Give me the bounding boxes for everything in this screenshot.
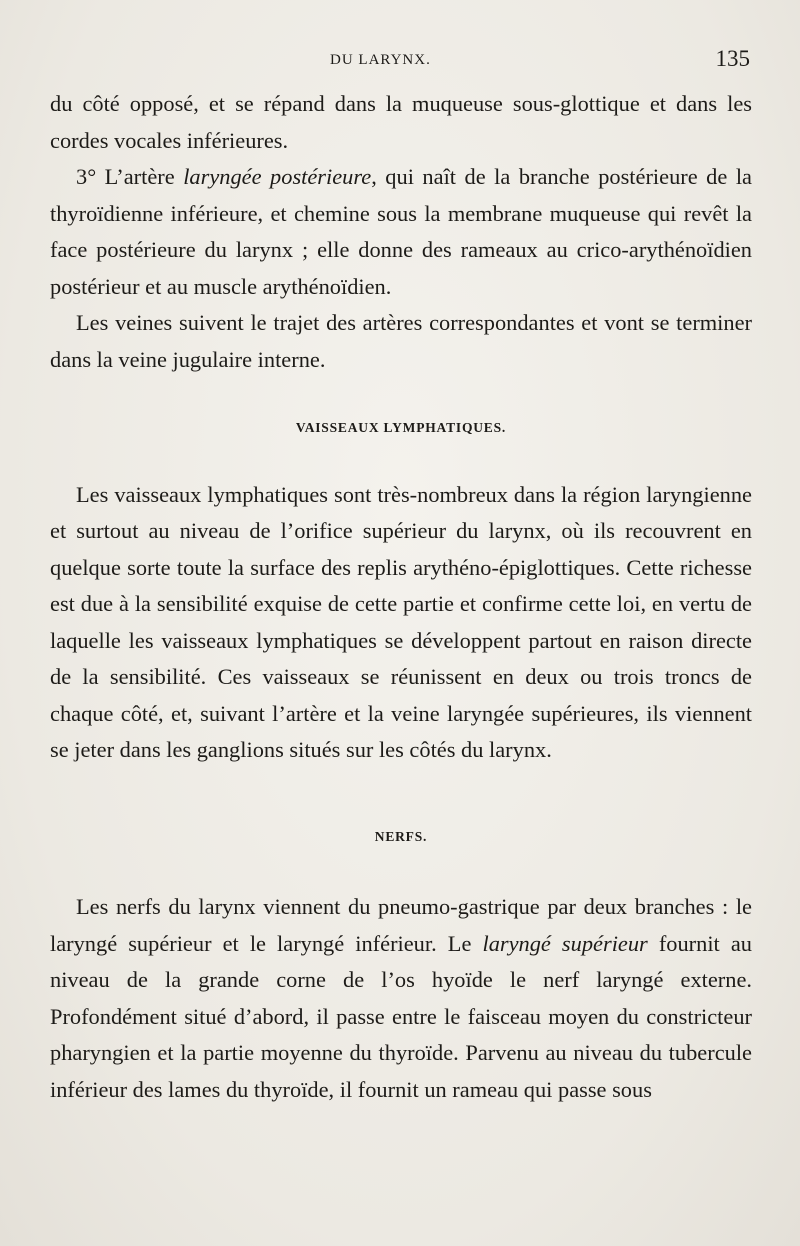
body-text	[50, 86, 752, 1108]
paragraph-nerves	[50, 889, 752, 1108]
paragraph-lymphatics: Les vaisseaux lymphatiques sont très-nombreux dans la région laryngienne et surtout au niveau de l’orifice supérieur du larynx, où ils recouvrent en quelque sorte toute la surface des replis arythéno-épiglottiques. Cette richesse est due à la sensibilité exquise de cette partie et confirme cette loi, en vertu de laquelle les vaisseaux lymphatiques se développent partout en raison directe de la sensibilité. Ces vaisseaux se réunissent en deux ou trois troncs de chaque côté, et, suivant l’artère et la veine laryngée supérieures, ils viennent se jeter dans les ganglions situés sur les côtés du larynx.	[50, 481, 752, 762]
paragraph-text: Les nerfs du larynx viennent du pneumo-gastrique par deux branches : le laryngé supérieur et le laryngé inférieur. Le	[50, 894, 752, 956]
paragraph-text: , qui naît de la branche postérieure de la thyroïdienne inférieure, et chemine sous la membrane muqueuse qui revêt la face postérieure du larynx ; elle donne des rameaux au crico-arythénoïdien postérieur et au muscle arythénoïdien.	[50, 164, 752, 299]
page-number: 135	[715, 46, 750, 71]
paragraph-continuation: du côté opposé, et se répand dans la muqueuse sous-glottique et dans les cordes vocales inférieures.	[50, 91, 752, 153]
section-heading-nerves: NERFS.	[374, 828, 428, 844]
paragraph-veins: Les veines suivent le trajet des artères correspondantes et vont se terminer dans la veine jugulaire interne.	[50, 310, 752, 372]
italic-term: laryngé supérieur	[482, 930, 648, 956]
paragraph-posterior-artery	[50, 159, 752, 305]
italic-term: laryngée postérieure	[183, 164, 372, 189]
running-title: DU LARYNX.	[330, 52, 431, 68]
paragraph-text: 3° L’artère	[76, 164, 184, 189]
paragraph-text: fournit au niveau de la grande corne de l’os hyoïde le nerf laryngé externe. Profondément situé d’abord, il passe entre le faisceau moyen du constricteur pharyngien et la partie moyenne du thyroïde. Parvenu au niveau du tubercule inférieur des lames du thyroïde, il fournit un rameau qui passe sous	[50, 930, 752, 1102]
running-header	[0, 48, 800, 78]
section-heading-lymphatics: VAISSEAUX LYMPHATIQUES.	[295, 420, 507, 435]
